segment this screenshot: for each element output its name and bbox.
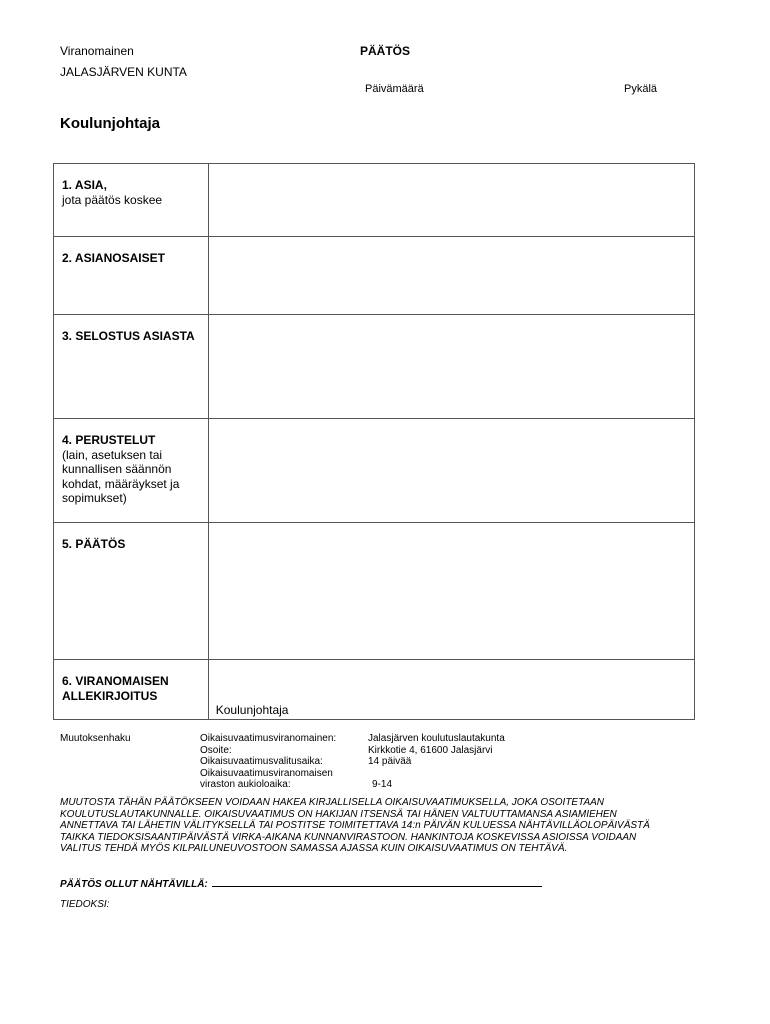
signature-value: Koulunjohtaja xyxy=(215,703,289,717)
section-label: Pykälä xyxy=(624,83,658,95)
row-title: 4. PERUSTELUT xyxy=(62,433,156,447)
row-subtitle: jota päätös koskee xyxy=(62,192,163,207)
subject-field[interactable] xyxy=(208,164,694,237)
form-row-subject xyxy=(54,164,695,237)
appeal-notice: MUUTOSTA TÄHÄN PÄÄTÖKSEEN VOIDAAN HAKEA KIRJALLISELLA OIKAISUVAATIMUKSELLA, JOKA OSOITETAAN KOULUTUSLAUTAKUNNALLE. OIKAISUVAATIMUS ON HAKIJAN ITSENSÄ TAI HÄNEN VALTUUTTAMANSA ASIAMIEHEN ANNETTAVA TAI LÄHETIN VÄLITYKSELLÄ TAI POSTITSE TOIMITETTAVA 14:n PÄIVÄN KULUESSA NÄHTÄVILLÄOLOPÄIVÄSTÄ TAIKKA TIEDOKSISAANTIPÄIVÄSTÄ VIRKA-AIKANA KUNNANVIRASTOON. HANKINTOJA KOSKEVISSA ASIOISSA VOIDAAN VALITUS TEHDÄ MYÖS KILPAILUNEUVOSTOON SAMASSA AJASSA KUIN OIKAISUVAATIMUS ON TEHTÄVÄ. xyxy=(60,797,650,855)
decision-input-area[interactable] xyxy=(209,523,694,659)
row-title: 6. VIRANOMAISEN ALLEKIRJOITUS xyxy=(62,674,169,703)
description-field[interactable] xyxy=(208,315,694,419)
row-title: 3. SELOSTUS ASIASTA xyxy=(62,329,195,343)
signature-field[interactable] xyxy=(208,660,694,720)
form-row-signature xyxy=(54,660,695,720)
document-type: PÄÄTÖS xyxy=(360,44,411,58)
displayed-label: PÄÄTÖS OLLUT NÄHTÄVILLÄ: xyxy=(60,879,208,890)
appeal-label: viraston aukioloaika: xyxy=(200,779,291,791)
informed-label: TIEDOKSI: xyxy=(60,899,110,910)
appeal-label: Oikaisuvaatimusviranomainen: xyxy=(200,733,337,744)
parties-input-area[interactable] xyxy=(209,237,694,314)
appeal-value: Kirkkotie 4, 61600 Jalasjärvi xyxy=(368,744,493,756)
row-title: 1. ASIA, xyxy=(62,178,107,192)
decision-field[interactable] xyxy=(208,523,694,660)
subject-input-area[interactable] xyxy=(209,164,694,236)
form-row-decision xyxy=(54,523,695,660)
form-row-parties xyxy=(54,237,695,315)
row-label xyxy=(54,523,209,660)
displayed-date-line[interactable] xyxy=(212,876,542,887)
appeal-label: Oikaisuvaatimusviranomaisen xyxy=(200,767,333,779)
date-label: Päivämäärä xyxy=(365,83,424,95)
appeal-labels xyxy=(200,733,336,791)
authority-label: Viranomainen xyxy=(60,44,134,58)
form-row-grounds xyxy=(54,419,695,523)
grounds-input-area[interactable] xyxy=(209,419,694,522)
decision-form-table xyxy=(53,163,695,720)
authority-name: JALASJÄRVEN KUNTA xyxy=(60,65,187,79)
row-label xyxy=(54,315,209,419)
appeal-label: Oikaisuvaatimusvalitusaika: xyxy=(200,756,323,768)
appeal-label: Osoite: xyxy=(200,744,232,756)
appeal-value: 14 päivää xyxy=(368,756,412,768)
grounds-field[interactable] xyxy=(208,419,694,523)
appeal-value: 9-14 xyxy=(372,779,393,791)
appeal-heading: Muutoksenhaku xyxy=(60,733,131,744)
official-title: Koulunjohtaja xyxy=(60,115,160,132)
row-label xyxy=(54,419,209,523)
row-label xyxy=(54,660,209,720)
appeal-value: Jalasjärven koulutuslautakunta xyxy=(368,733,505,744)
appeal-values xyxy=(368,733,505,791)
appeal-value xyxy=(368,768,505,780)
description-input-area[interactable] xyxy=(209,315,694,418)
row-title: 2. ASIANOSAISET xyxy=(62,251,165,265)
row-label xyxy=(54,164,209,237)
row-label xyxy=(54,237,209,315)
row-title: 5. PÄÄTÖS xyxy=(62,537,126,551)
form-row-description xyxy=(54,315,695,419)
row-subtitle: (lain, asetuksen tai kunnallisen säännön kohdat, määräykset ja sopimukset) xyxy=(62,447,180,505)
displayed-row xyxy=(60,876,660,891)
parties-field[interactable] xyxy=(208,237,694,315)
